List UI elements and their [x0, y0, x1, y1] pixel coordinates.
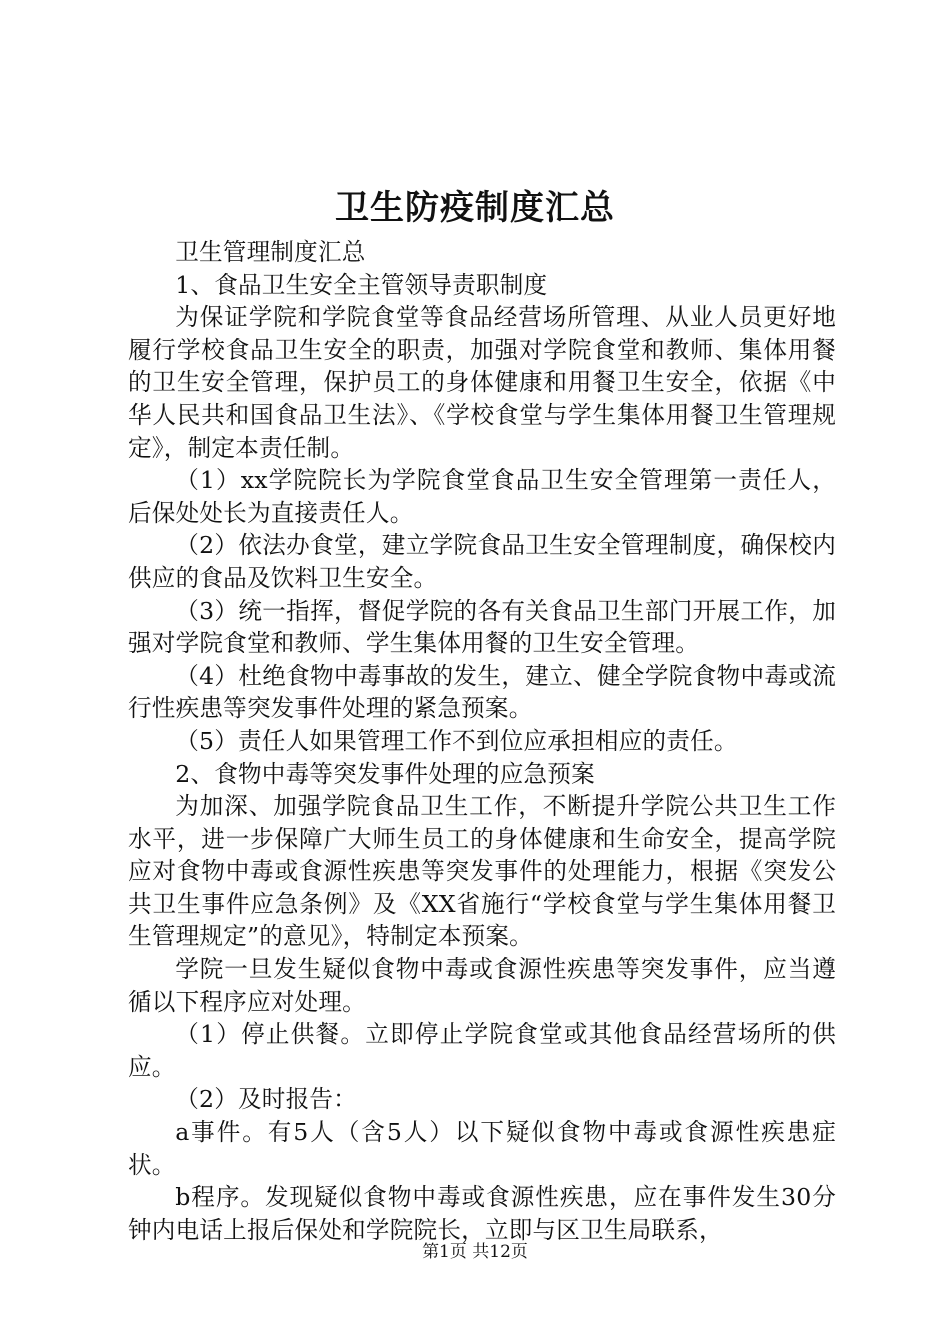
- page-footer: 第1页 共12页: [422, 1242, 528, 1262]
- paragraph: （3）统一指挥，督促学院的各有关食品卫生部门开展工作，加强对学院食堂和教师、学生集体用餐的卫生安全管理。: [128, 596, 836, 658]
- paragraph: （1）xx学院院长为学院食堂食品卫生安全管理第一责任人，后保处处长为直接责任人。: [128, 466, 836, 527]
- paragraph: 为加深、加强学院食品卫生工作，不断提升学院公共卫生工作水平，进一步保障广大师生员工的身体健康和生命安全，提高学院应对食物中毒或食源性疾患等突发事件的处理能力，根据《突发公共卫生事件应急条例》及《XX省施行“学校食堂与学生集体用餐卫生管理规定”的意见》，特制定本预案。: [128, 792, 836, 951]
- paragraph: 1、食品卫生安全主管领导责职制度: [175, 270, 548, 299]
- paragraph: b程序。发现疑似食物中毒或食源性疾患，应在事件发生30分钟内电话上报后保处和学院院长，立即与区卫生局联系，: [128, 1183, 836, 1244]
- paragraph: 2、食物中毒等突发事件处理的应急预案: [175, 759, 595, 788]
- paragraph: （4）杜绝食物中毒事故的发生，建立、健全学院食物中毒或流行性疾患等突发事件处理的紧急预案。: [128, 661, 836, 723]
- paragraph: （2）依法办食堂，建立学院食品卫生安全管理制度，确保校内供应的食品及饮料卫生安全。: [128, 531, 836, 592]
- paragraph: 卫生管理制度汇总: [175, 238, 366, 266]
- paragraph: （2）及时报告：: [175, 1085, 357, 1114]
- document-body: [128, 236, 836, 1246]
- paragraph: 学院一旦发生疑似食物中毒或食源性疾患等突发事件，应当遵循以下程序应对处理。: [128, 955, 836, 1016]
- document-title: 卫生防疫制度汇总: [335, 188, 615, 228]
- paragraph: （5）责任人如果管理工作不到位应承担相应的责任。: [175, 726, 738, 755]
- paragraph: 为保证学院和学院食堂等食品经营场所管理、从业人员更好地履行学校食品卫生安全的职责，加强对学院食堂和教师、集体用餐的卫生安全管理，保护员工的身体健康和用餐卫生安全，依据《中华人民共和国食品卫生法》、《学校食堂与学生集体用餐卫生管理规定》，制定本责任制。: [128, 303, 836, 462]
- paragraph: a事件。有5人（含5人）以下疑似食物中毒或食源性疾患症状。: [128, 1118, 836, 1179]
- paragraph: （1）停止供餐。立即停止学院食堂或其他食品经营场所的供应。: [128, 1020, 836, 1081]
